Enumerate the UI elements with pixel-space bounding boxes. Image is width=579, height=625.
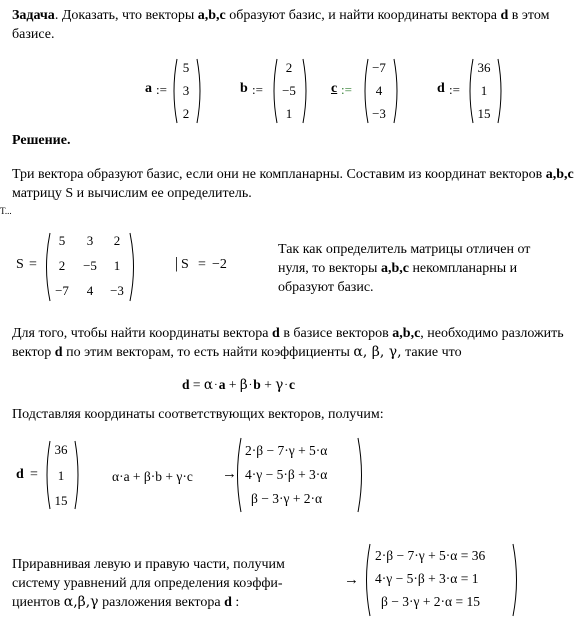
def-d-assign: := (449, 82, 460, 97)
system-vector-row-1: 2·β − 7·γ + 5·α (245, 443, 328, 458)
det-bar: | (175, 255, 179, 272)
paragraph-substitute: Подставляя координаты соответствующих векторов, получим: (12, 407, 384, 422)
paragraph-compute-determinant: Три вектора образуют базис, если они не компланарны. Составим из координат векторов a,b,c матрицу S и вычислим ее определитель. (12, 167, 574, 201)
def-d-v3: 15 (477, 106, 491, 121)
decomposition-equation: d = α·a + β·b + γ·c (182, 377, 295, 393)
system-vector-row-3: β − 3·γ + 2·α (251, 491, 323, 506)
paragraph-decompose: Для того, чтобы найти координаты вектора d в базисе векторов a,b,c, необходимо разложить вектор d по этим векторам, то есть найти коэффициенты α, β, γ, такие что (12, 326, 564, 360)
def-a-v1: 5 (182, 60, 190, 75)
def-d-name: d (437, 81, 445, 96)
def-d-v2: 1 (480, 83, 488, 98)
expansion-lhs: α·a + β·b + γ·c (112, 469, 193, 484)
def-d-right-paren (497, 58, 505, 124)
def-c-v1: −7 (372, 60, 386, 75)
solution-heading: Решение. (12, 133, 71, 148)
task-paragraph: Задача. Доказать, что векторы a,b,c образуют базис, и найти координаты вектора d в этом базисе. (12, 8, 550, 42)
d-vector-right-paren (74, 440, 82, 510)
def-b-name: b (240, 81, 248, 96)
system-left-paren (362, 543, 371, 617)
det-name: S (181, 257, 189, 272)
system-row-2: 4·γ − 5·β + 3·α = 1 (375, 571, 479, 586)
note-nonzero-determinant: Так как определитель матрицы отличен от нуля, то векторы a,b,c некомпланарны и образуют базис. (278, 242, 531, 295)
paragraph-equate: Приравнивая левую и правую части, получим систему уравнений для определения коэффи- циентов α,β,γ разложения вектора d : (12, 557, 285, 610)
def-d-v1: 36 (477, 60, 491, 75)
def-a-v2: 3 (182, 83, 190, 98)
def-b-assign: := (252, 82, 263, 97)
expansion-arrow: → (222, 466, 237, 482)
def-b-right-paren (302, 58, 310, 124)
task-label: Задача (12, 8, 55, 23)
def-c-assign: := (341, 82, 352, 97)
def-b-v3: 1 (285, 106, 293, 121)
d-vector-name: d (16, 467, 24, 482)
def-c-v3: −3 (372, 106, 386, 121)
system-right-paren (512, 543, 521, 617)
system-vector-row-2: 4·γ − 5·β + 3·α (245, 467, 328, 482)
def-b-v2: −5 (282, 83, 296, 98)
matrix-s-name: S (16, 257, 24, 272)
def-a-right-paren (196, 58, 204, 124)
def-a-name: a (145, 81, 152, 96)
matrix-s-eq: = (29, 257, 37, 272)
def-b-v1: 2 (285, 60, 293, 75)
det-value: −2 (212, 257, 227, 272)
system-vector-right-paren (357, 437, 366, 513)
system-vector-left-paren (233, 437, 242, 513)
def-c-right-paren (393, 58, 401, 124)
def-c-name: c (331, 81, 338, 96)
d-vector-eq: = (30, 467, 38, 482)
system-row-3: β − 3·γ + 2·α = 15 (381, 594, 481, 609)
matrix-s-right-paren (129, 232, 138, 302)
def-a-assign: := (156, 82, 167, 97)
def-c-v2: 4 (375, 83, 383, 98)
det-eq: = (198, 257, 206, 272)
system-arrow: → (344, 572, 359, 588)
def-a-v3: 2 (182, 106, 190, 121)
system-row-1: 2·β − 7·γ + 5·α = 36 (375, 548, 486, 563)
region-marker: T... (0, 206, 12, 216)
